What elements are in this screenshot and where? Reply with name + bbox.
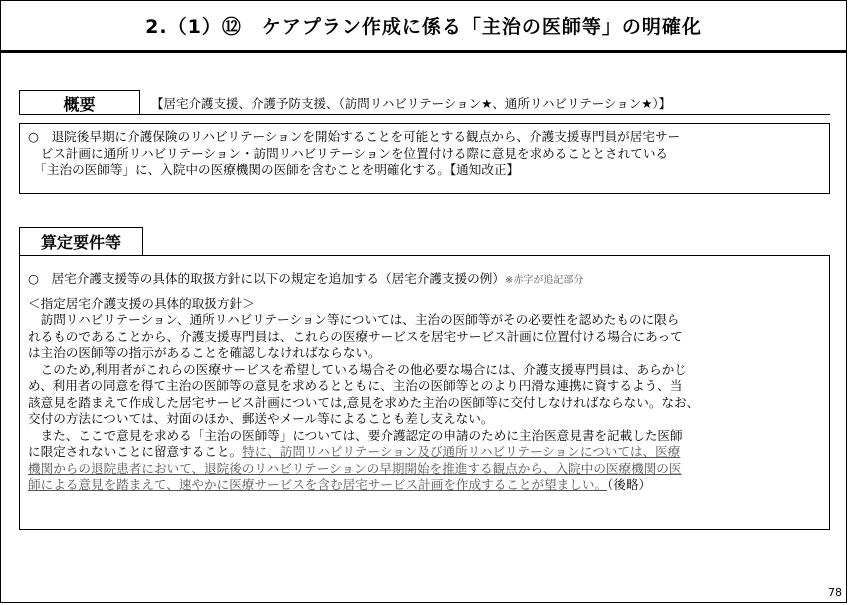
requirements-line: 訪問リハビリテーション、通所リハビリテーション等については、主治の医師等がその必要性を認めたものに限ら [28, 312, 680, 327]
requirements-line [28, 461, 829, 478]
requirements-line: れるものであることから、介護支援専門員は、これらの医療サービスを居宅サービス計画に位置付ける場合にあって [28, 328, 683, 344]
overview-box [19, 123, 830, 194]
requirements-line-text: （後略） [607, 477, 652, 492]
overview-line: 「主治の医師等」に、入院中の医療機関の医師を含むことを明確化する。【通知改正】 [28, 162, 520, 177]
requirements-line: 該意見を踏まえて作成した居宅サービス計画については,意見を求めた主治の医師等に交付しなければならない。なお、 [28, 394, 700, 410]
requirements-line [28, 444, 829, 461]
requirements-intro-text: ○ 居宅介護支援等の具体的取扱方針に以下の規定を追加する（居宅介護支援の例） [28, 271, 505, 286]
requirements-intro [28, 271, 829, 290]
requirements-line: このため,利用者がこれらの医療サービスを希望している場合その他必要な場合には、介護支援専門員は、あらかじ [28, 361, 687, 377]
added-text: 師による意見を踏まえて、速やかに医療サービスを含む居宅サービス計画を作成することが望ましい。 [28, 477, 608, 492]
added-text: 特に、訪問リハビリテーション及び通所リハビリテーションについては、医療 [242, 444, 681, 459]
requirements-line: は主治の医師等の指示があることを確認しなければならない。 [28, 345, 381, 360]
requirements-line: また、ここで意見を求める「主治の医師等」については、要介護認定の申請のために主治医意見書を記載した医師 [28, 427, 683, 443]
requirements-line: 交付の方法については、対面のほか、郵送やメール等によることも差し支えない。 [28, 411, 494, 426]
requirements-box [19, 255, 830, 530]
overview-divider [19, 114, 830, 115]
overview-scope: 【居宅介護支援、介護予防支援、（訪問リハビリテーション★、通所リハビリテーション★）】 [151, 96, 672, 111]
added-text-note: ※赤字が追記部分 [504, 275, 584, 286]
requirements-heading: ＜指定居宅介護支援の具体的取扱方針＞ [28, 295, 255, 311]
requirements-line-text: に限定されないことに留意すること。 [28, 444, 243, 459]
requirements-label: 算定要件等 [19, 227, 143, 255]
requirements-line: め、利用者の同意を得て主治の医師等の意見を求めるとともに、主治の医師等とのより円滑な連携に資するよう、当 [28, 378, 683, 393]
overview-line: ○ 退院後早期に介護保険のリハビリテーションを開始することを可能とする観点から、介護支援専門員が居宅サー [28, 129, 681, 144]
overview-label: 概要 [19, 90, 140, 115]
page-title: 2.（1）⑫ ケアプラン作成に係る「主治の医師等」の明確化 [1, 1, 846, 53]
requirements-line [28, 477, 829, 494]
added-text: 機関からの退院患者において、退院後のリハビリテーションの早期開始を推進する観点から、入院中の医療機関の医 [28, 460, 682, 476]
page-number: 78 [828, 586, 842, 599]
overview-line: ビス計画に通所リハビリテーション・訪問リハビリテーションを位置付ける際に意見を求めることとされている [28, 145, 669, 161]
